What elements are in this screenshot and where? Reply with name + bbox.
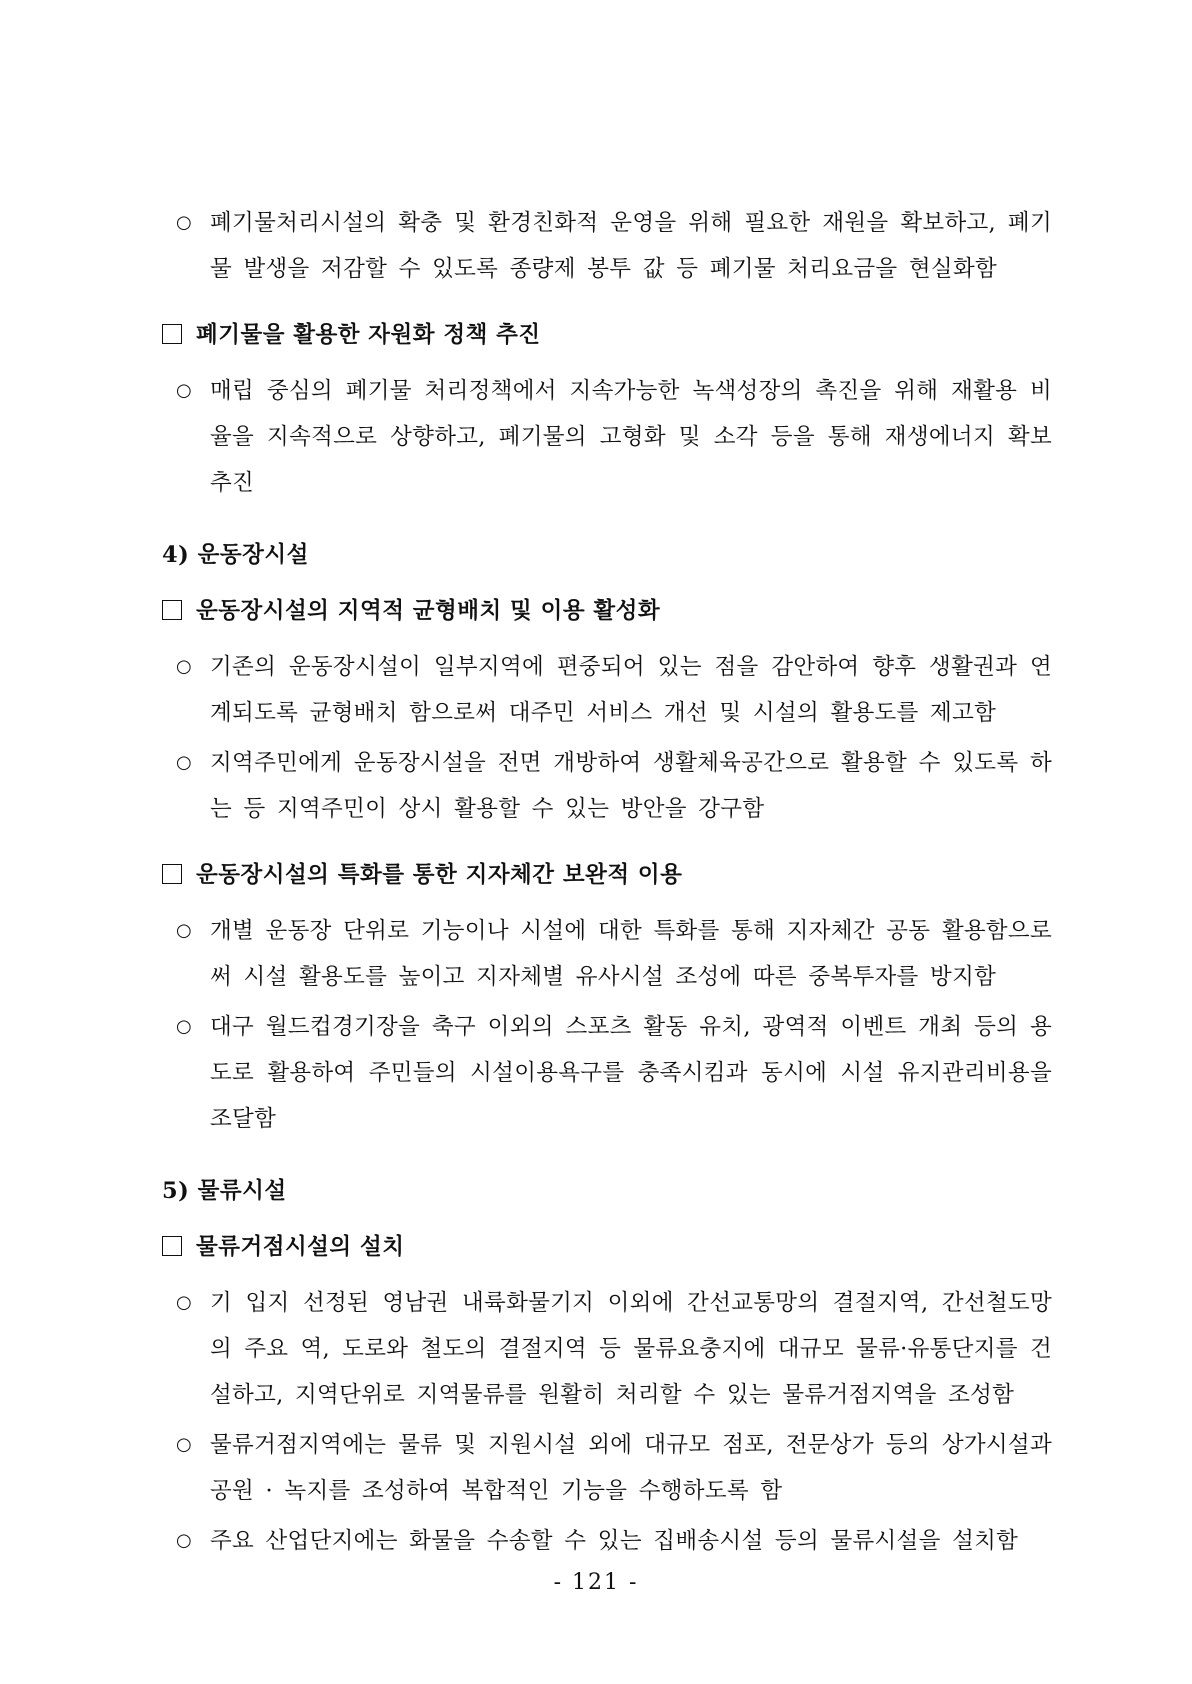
list-item bbox=[162, 1518, 1052, 1564]
circle-bullet-icon: ○ bbox=[176, 920, 193, 941]
square-box-icon bbox=[162, 1236, 182, 1256]
list-item bbox=[162, 200, 1052, 292]
list-item-text: 기존의 운동장시설이 일부지역에 편중되어 있는 점을 감안하여 향후 생활권과 연계되도록 균형배치 함으로써 대주민 서비스 개선 및 시설의 활용도를 제고함 bbox=[210, 654, 1052, 726]
circle-bullet-icon: ○ bbox=[176, 752, 193, 773]
subsection-heading-text: 물류거점시설의 설치 bbox=[196, 1234, 405, 1260]
document-body bbox=[162, 200, 1052, 1564]
section-title: 5) 물류시설 bbox=[162, 1178, 287, 1204]
circle-bullet-icon: ○ bbox=[176, 1016, 193, 1037]
page-number: - 121 - bbox=[553, 1570, 639, 1595]
circle-bullet-icon: ○ bbox=[176, 212, 193, 233]
list-item-text: 대구 월드컵경기장을 축구 이외의 스포츠 활동 유치, 광역적 이벤트 개최 등의 용도로 활용하여 주민들의 시설이용욕구를 충족시킴과 동시에 시설 유지관리비용을 조달함 bbox=[210, 1014, 1052, 1132]
section-title: 4) 운동장시설 bbox=[162, 542, 309, 568]
subsection-heading-text: 운동장시설의 특화를 통한 지자체간 보완적 이용 bbox=[196, 862, 683, 888]
square-box-icon bbox=[162, 324, 182, 344]
list-item bbox=[162, 1280, 1052, 1418]
list-item bbox=[162, 908, 1052, 1000]
list-item-text: 주요 산업단지에는 화물을 수송할 수 있는 집배송시설 등의 물류시설을 설치함 bbox=[210, 1528, 1019, 1554]
square-box-icon bbox=[162, 600, 182, 620]
list-item bbox=[162, 1422, 1052, 1514]
subsection-heading-text: 폐기물을 활용한 자원화 정책 추진 bbox=[196, 322, 541, 348]
list-item-text: 지역주민에게 운동장시설을 전면 개방하여 생활체육공간으로 활용할 수 있도록 하는 등 지역주민이 상시 활용할 수 있는 방안을 강구함 bbox=[210, 750, 1052, 822]
circle-bullet-icon: ○ bbox=[176, 1434, 193, 1455]
subsection-heading bbox=[162, 312, 1052, 358]
list-item bbox=[162, 740, 1052, 832]
list-item bbox=[162, 644, 1052, 736]
circle-bullet-icon: ○ bbox=[176, 1292, 193, 1313]
list-item bbox=[162, 1004, 1052, 1142]
list-item bbox=[162, 368, 1052, 506]
subsection-heading-text: 운동장시설의 지역적 균형배치 및 이용 활성화 bbox=[196, 598, 661, 624]
subsection-heading bbox=[162, 852, 1052, 898]
circle-bullet-icon: ○ bbox=[176, 1530, 193, 1551]
list-item-text: 기 입지 선정된 영남권 내륙화물기지 이외에 간선교통망의 결절지역, 간선철도망의 주요 역, 도로와 철도의 결절지역 등 물류요충지에 대규모 물류·유통단지를 건설하고, 지역단위로 지역물류를 원활히 처리할 수 있는 물류거점지역을 조성함 bbox=[210, 1290, 1052, 1408]
list-item-text: 폐기물처리시설의 확충 및 환경친화적 운영을 위해 필요한 재원을 확보하고, 폐기물 발생을 저감할 수 있도록 종량제 봉투 값 등 폐기물 처리요금을 현실화함 bbox=[210, 210, 1052, 282]
circle-bullet-icon: ○ bbox=[176, 656, 193, 677]
subsection-heading bbox=[162, 1224, 1052, 1270]
circle-bullet-icon: ○ bbox=[176, 380, 193, 401]
list-item-text: 개별 운동장 단위로 기능이나 시설에 대한 특화를 통해 지자체간 공동 활용함으로써 시설 활용도를 높이고 지자체별 유사시설 조성에 따른 중복투자를 방지함 bbox=[210, 918, 1052, 990]
list-item-text: 매립 중심의 폐기물 처리정책에서 지속가능한 녹색성장의 촉진을 위해 재활용 비율을 지속적으로 상향하고, 폐기물의 고형화 및 소각 등을 통해 재생에너지 확보 추진 bbox=[210, 378, 1052, 496]
square-box-icon bbox=[162, 864, 182, 884]
subsection-heading bbox=[162, 588, 1052, 634]
list-item-text: 물류거점지역에는 물류 및 지원시설 외에 대규모 점포, 전문상가 등의 상가시설과 공원 · 녹지를 조성하여 복합적인 기능을 수행하도록 함 bbox=[210, 1432, 1052, 1504]
